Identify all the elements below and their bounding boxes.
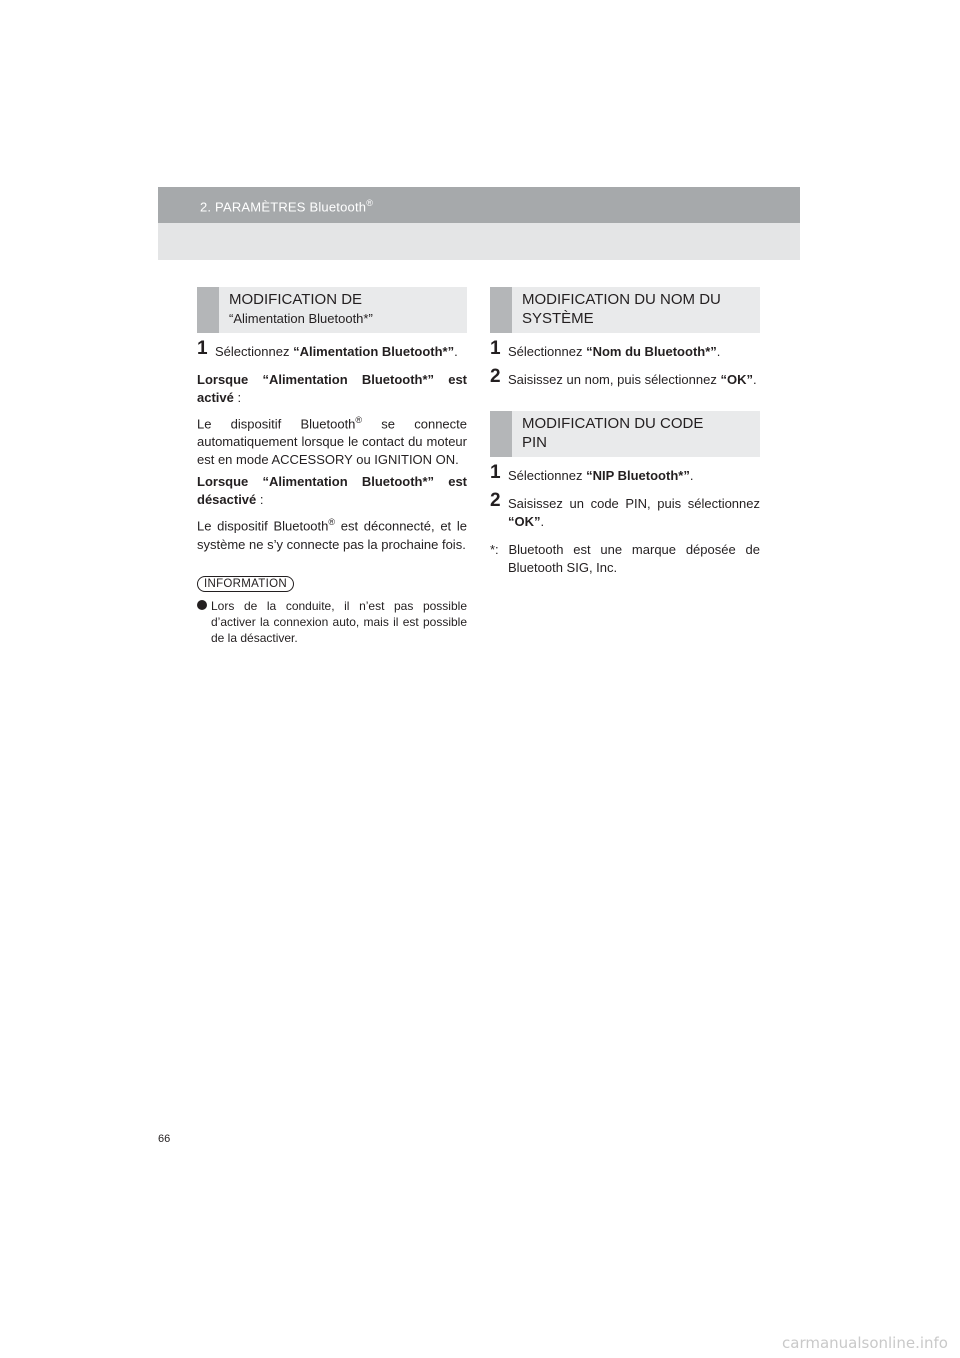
step-number: 1 bbox=[490, 462, 501, 483]
footnote: *: Bluetooth est une marque déposée de Bluetooth SIG, Inc. bbox=[490, 542, 760, 575]
on-description: Le dispositif Bluetooth® se connecte automatiquement lorsque le contact du moteur est en mode ACCESSORY ou IGNITION ON. bbox=[197, 415, 467, 468]
subheader-bar bbox=[158, 223, 800, 260]
left-column bbox=[197, 287, 467, 646]
section-title: MODIFICATION DU NOM DU SYSTÈME bbox=[522, 291, 721, 327]
step-number: 1 bbox=[197, 338, 208, 359]
step-1: 1 Sélectionnez “NIP Bluetooth*”. bbox=[490, 462, 694, 483]
section-heading-pin-code bbox=[490, 411, 760, 457]
section-marker bbox=[197, 287, 219, 333]
off-description: Le dispositif Bluetooth® est déconnecté, et le système ne s’y connecte pas la prochaine fois. bbox=[197, 517, 467, 552]
bullet-icon bbox=[197, 600, 207, 610]
step-2: 2 Saisissez un nom, puis sélectionnez “OK”. bbox=[490, 366, 757, 387]
information-item: Lors de la conduite, il n’est pas possible d’activer la connexion auto, mais il est possible de la désactiver. bbox=[197, 598, 467, 646]
right-column bbox=[490, 287, 760, 577]
step-1: 1 Sélectionnez “Alimentation Bluetooth*”. bbox=[197, 338, 458, 359]
section-marker bbox=[490, 411, 512, 457]
section-title: MODIFICATION DU CODE PIN bbox=[522, 415, 704, 451]
step-number: 1 bbox=[490, 338, 501, 359]
registered-mark: ® bbox=[366, 198, 374, 208]
step-number: 2 bbox=[490, 490, 501, 511]
watermark: carmanualsonline.info bbox=[782, 1334, 948, 1352]
step-2: 2 Saisissez un code PIN, puis sélectionnez “OK”. bbox=[490, 490, 760, 529]
section-heading-system-name bbox=[490, 287, 760, 333]
information-block bbox=[197, 558, 467, 646]
information-label: INFORMATION bbox=[197, 576, 294, 592]
section-marker bbox=[490, 287, 512, 333]
step-number: 2 bbox=[490, 366, 501, 387]
section-heading-power bbox=[197, 287, 467, 333]
on-heading: Lorsque “Alimentation Bluetooth*” est activé : bbox=[197, 372, 467, 405]
page-number: 66 bbox=[158, 1133, 171, 1145]
header-bar bbox=[158, 187, 800, 223]
section-header-title: 2. PARAMÈTRES Bluetooth® bbox=[200, 198, 374, 215]
section-title: MODIFICATION DE “Alimentation Bluetooth*” bbox=[229, 291, 373, 326]
off-heading: Lorsque “Alimentation Bluetooth*” est désactivé : bbox=[197, 474, 467, 508]
step-1: 1 Sélectionnez “Nom du Bluetooth*”. bbox=[490, 338, 721, 359]
